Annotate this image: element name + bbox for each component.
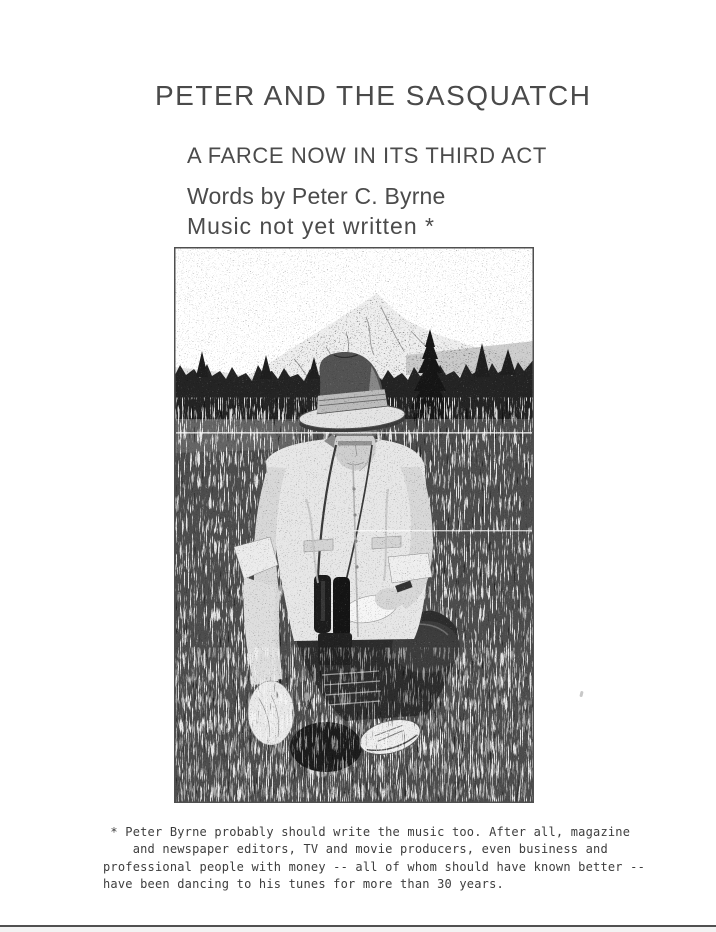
subtitle: A FARCE NOW IN ITS THIRD ACT <box>187 143 547 168</box>
footnote-line: professional people with money -- all of whom should have known better -- <box>103 859 645 874</box>
byline-music: Music not yet written * <box>187 213 435 239</box>
byline-words: Words by Peter C. Byrne <box>187 183 446 209</box>
scan-speck <box>579 691 583 698</box>
page-title: PETER AND THE SASQUATCH <box>155 80 592 111</box>
photo-illustration <box>174 247 534 803</box>
footnote-line: have been dancing to his tunes for more than 30 years. <box>103 876 504 891</box>
scan-edge-foot <box>0 927 716 932</box>
footnote <box>103 824 645 893</box>
photo-peter-byrne <box>174 247 534 803</box>
footnote-line: * Peter Byrne probably should write the music too. After all, magazine <box>103 825 631 839</box>
footnote-line: and newspaper editors, TV and movie producers, even business and <box>103 842 608 857</box>
